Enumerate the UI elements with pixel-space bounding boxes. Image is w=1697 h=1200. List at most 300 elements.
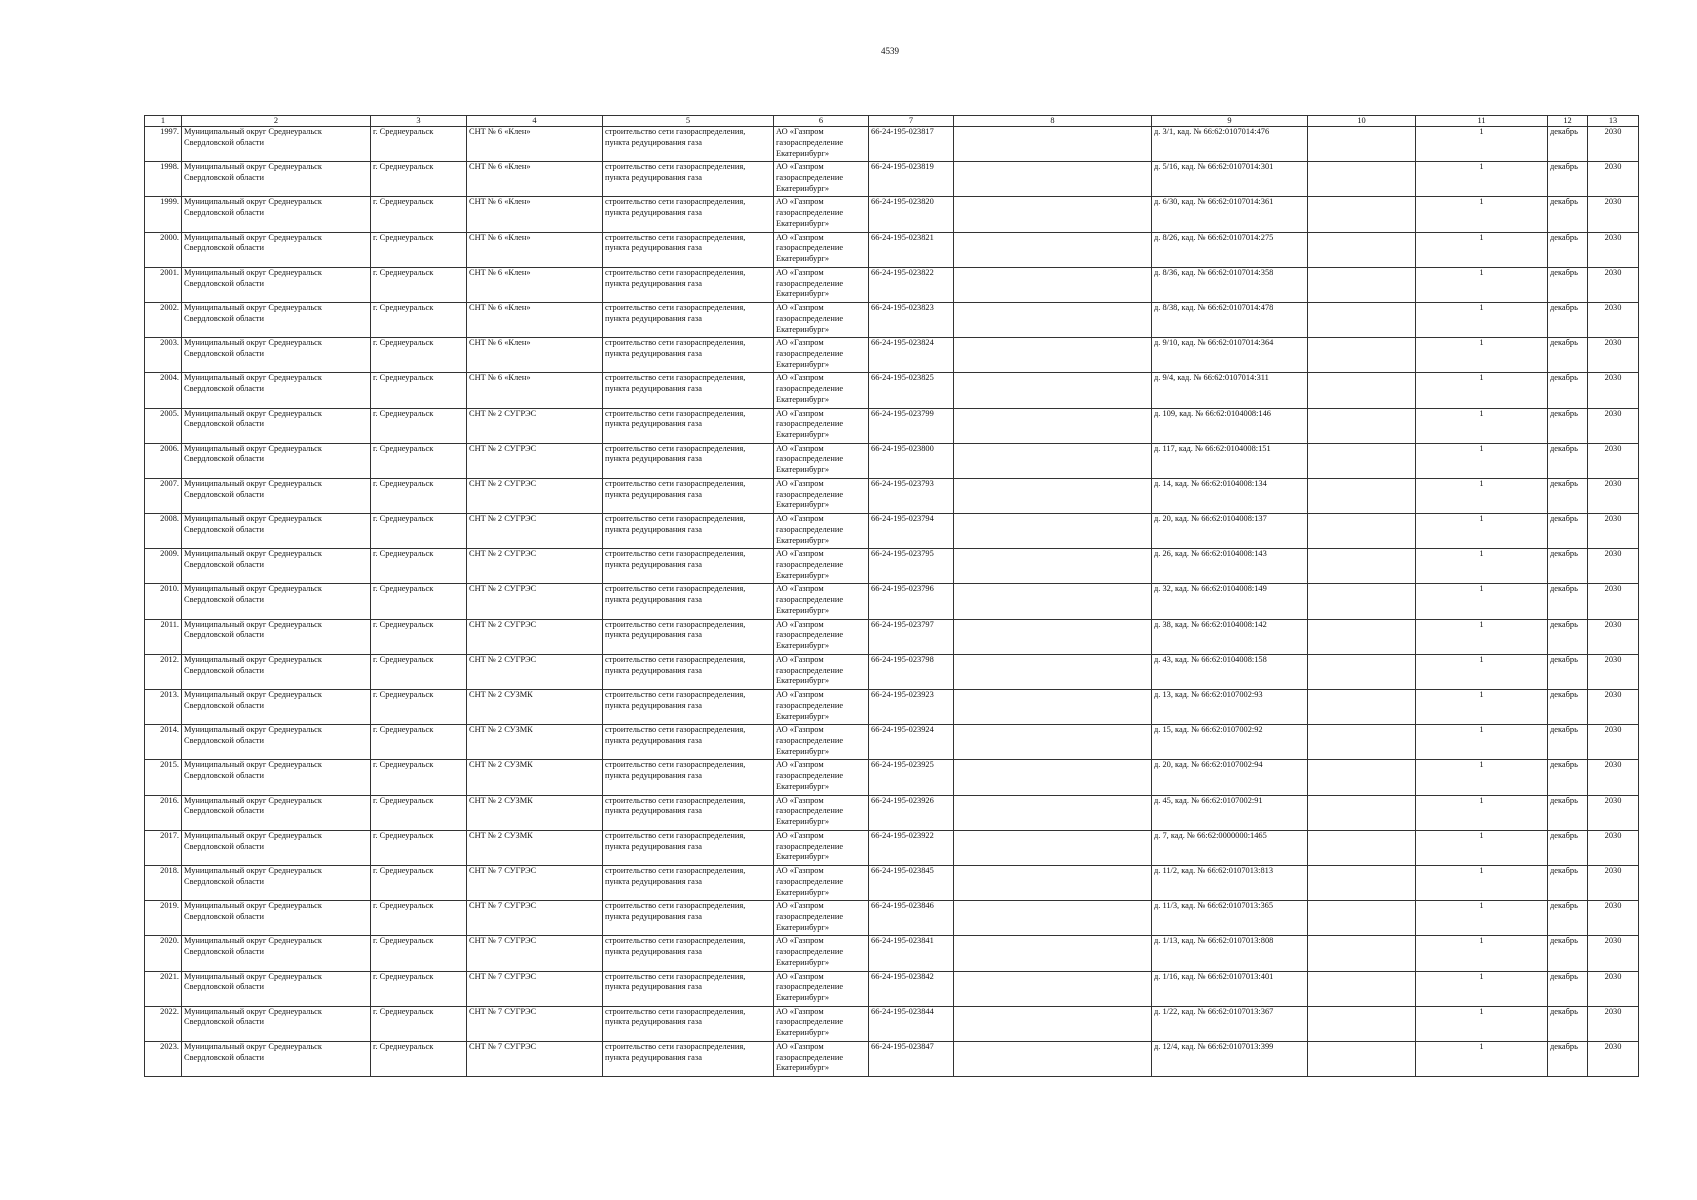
object-cell: СНТ № 2 СУГРЭС bbox=[467, 408, 603, 443]
district-cell: Муниципальный округ Среднеуральск Свердловской области bbox=[182, 936, 371, 971]
organization-cell: АО «Газпром газораспределение Екатеринбург» bbox=[774, 830, 869, 865]
organization-cell: АО «Газпром газораспределение Екатеринбург» bbox=[774, 127, 869, 162]
district-cell: Муниципальный округ Среднеуральск Свердловской области bbox=[182, 232, 371, 267]
year-cell: 2030 bbox=[1588, 760, 1639, 795]
row-number: 1998. bbox=[145, 162, 182, 197]
quantity-cell: 1 bbox=[1416, 478, 1548, 513]
work-description-cell: строительство сети газораспределения, пункта редуцирования газа bbox=[603, 127, 774, 162]
month-cell: декабрь bbox=[1548, 584, 1588, 619]
column-8-cell bbox=[954, 338, 1152, 373]
work-description-cell: строительство сети газораспределения, пункта редуцирования газа bbox=[603, 373, 774, 408]
registry-code-cell: 66-24-195-023798 bbox=[869, 654, 954, 689]
row-number: 2005. bbox=[145, 408, 182, 443]
district-cell: Муниципальный округ Среднеуральск Свердловской области bbox=[182, 478, 371, 513]
organization-cell: АО «Газпром газораспределение Екатеринбург» bbox=[774, 162, 869, 197]
table-row bbox=[145, 373, 1639, 408]
district-cell: Муниципальный округ Среднеуральск Свердловской области bbox=[182, 549, 371, 584]
year-cell: 2030 bbox=[1588, 162, 1639, 197]
column-8-cell bbox=[954, 267, 1152, 302]
work-description-cell: строительство сети газораспределения, пункта редуцирования газа bbox=[603, 690, 774, 725]
table-body bbox=[145, 127, 1639, 1077]
quantity-cell: 1 bbox=[1416, 830, 1548, 865]
column-8-cell bbox=[954, 1041, 1152, 1076]
object-cell: СНТ № 2 СУГРЭС bbox=[467, 514, 603, 549]
table-row bbox=[145, 760, 1639, 795]
year-cell: 2030 bbox=[1588, 654, 1639, 689]
table-row bbox=[145, 338, 1639, 373]
registry-code-cell: 66-24-195-023799 bbox=[869, 408, 954, 443]
page-number: 4539 bbox=[881, 46, 899, 56]
column-8-cell bbox=[954, 1006, 1152, 1041]
month-cell: декабрь bbox=[1548, 936, 1588, 971]
column-header: 10 bbox=[1308, 116, 1416, 127]
district-cell: Муниципальный округ Среднеуральск Свердловской области bbox=[182, 302, 371, 337]
column-8-cell bbox=[954, 162, 1152, 197]
city-cell: г. Среднеуральск bbox=[371, 549, 467, 584]
address-cell: д. 38, кад. № 66:62:0104008:142 bbox=[1152, 619, 1308, 654]
year-cell: 2030 bbox=[1588, 232, 1639, 267]
work-description-cell: строительство сети газораспределения, пункта редуцирования газа bbox=[603, 795, 774, 830]
table-row bbox=[145, 795, 1639, 830]
work-description-cell: строительство сети газораспределения, пункта редуцирования газа bbox=[603, 1041, 774, 1076]
organization-cell: АО «Газпром газораспределение Екатеринбург» bbox=[774, 690, 869, 725]
column-8-cell bbox=[954, 373, 1152, 408]
column-header: 11 bbox=[1416, 116, 1548, 127]
object-cell: СНТ № 2 СУЗМК bbox=[467, 690, 603, 725]
registry-code-cell: 66-24-195-023793 bbox=[869, 478, 954, 513]
registry-code-cell: 66-24-195-023842 bbox=[869, 971, 954, 1006]
column-8-cell bbox=[954, 478, 1152, 513]
city-cell: г. Среднеуральск bbox=[371, 1006, 467, 1041]
organization-cell: АО «Газпром газораспределение Екатеринбург» bbox=[774, 760, 869, 795]
organization-cell: АО «Газпром газораспределение Екатеринбург» bbox=[774, 514, 869, 549]
registry-code-cell: 66-24-195-023797 bbox=[869, 619, 954, 654]
organization-cell: АО «Газпром газораспределение Екатеринбург» bbox=[774, 865, 869, 900]
month-cell: декабрь bbox=[1548, 162, 1588, 197]
object-cell: СНТ № 6 «Клен» bbox=[467, 232, 603, 267]
column-10-cell bbox=[1308, 549, 1416, 584]
work-description-cell: строительство сети газораспределения, пункта редуцирования газа bbox=[603, 267, 774, 302]
month-cell: декабрь bbox=[1548, 549, 1588, 584]
row-number: 2003. bbox=[145, 338, 182, 373]
month-cell: декабрь bbox=[1548, 690, 1588, 725]
registry-code-cell: 66-24-195-023800 bbox=[869, 443, 954, 478]
object-cell: СНТ № 6 «Клен» bbox=[467, 127, 603, 162]
work-description-cell: строительство сети газораспределения, пункта редуцирования газа bbox=[603, 302, 774, 337]
quantity-cell: 1 bbox=[1416, 654, 1548, 689]
year-cell: 2030 bbox=[1588, 443, 1639, 478]
quantity-cell: 1 bbox=[1416, 1006, 1548, 1041]
work-description-cell: строительство сети газораспределения, пункта редуцирования газа bbox=[603, 654, 774, 689]
organization-cell: АО «Газпром газораспределение Екатеринбург» bbox=[774, 302, 869, 337]
table-row bbox=[145, 619, 1639, 654]
address-cell: д. 20, кад. № 66:62:0107002:94 bbox=[1152, 760, 1308, 795]
column-8-cell bbox=[954, 654, 1152, 689]
organization-cell: АО «Газпром газораспределение Екатеринбург» bbox=[774, 197, 869, 232]
month-cell: декабрь bbox=[1548, 725, 1588, 760]
row-number: 2000. bbox=[145, 232, 182, 267]
address-cell: д. 8/36, кад. № 66:62:0107014:358 bbox=[1152, 267, 1308, 302]
quantity-cell: 1 bbox=[1416, 725, 1548, 760]
registry-code-cell: 66-24-195-023846 bbox=[869, 901, 954, 936]
month-cell: декабрь bbox=[1548, 127, 1588, 162]
district-cell: Муниципальный округ Среднеуральск Свердловской области bbox=[182, 865, 371, 900]
district-cell: Муниципальный округ Среднеуральск Свердловской области bbox=[182, 338, 371, 373]
address-cell: д. 12/4, кад. № 66:62:0107013:399 bbox=[1152, 1041, 1308, 1076]
table-row bbox=[145, 725, 1639, 760]
year-cell: 2030 bbox=[1588, 619, 1639, 654]
organization-cell: АО «Газпром газораспределение Екатеринбург» bbox=[774, 373, 869, 408]
column-10-cell bbox=[1308, 901, 1416, 936]
object-cell: СНТ № 2 СУЗМК bbox=[467, 760, 603, 795]
column-header: 6 bbox=[774, 116, 869, 127]
registry-code-cell: 66-24-195-023794 bbox=[869, 514, 954, 549]
table-row bbox=[145, 690, 1639, 725]
organization-cell: АО «Газпром газораспределение Екатеринбург» bbox=[774, 1041, 869, 1076]
city-cell: г. Среднеуральск bbox=[371, 690, 467, 725]
city-cell: г. Среднеуральск bbox=[371, 267, 467, 302]
object-cell: СНТ № 7 СУГРЭС bbox=[467, 901, 603, 936]
city-cell: г. Среднеуральск bbox=[371, 338, 467, 373]
address-cell: д. 117, кад. № 66:62:0104008:151 bbox=[1152, 443, 1308, 478]
work-description-cell: строительство сети газораспределения, пункта редуцирования газа bbox=[603, 197, 774, 232]
column-10-cell bbox=[1308, 654, 1416, 689]
row-number: 2013. bbox=[145, 690, 182, 725]
row-number: 2018. bbox=[145, 865, 182, 900]
month-cell: декабрь bbox=[1548, 302, 1588, 337]
object-cell: СНТ № 2 СУЗМК bbox=[467, 795, 603, 830]
column-10-cell bbox=[1308, 1006, 1416, 1041]
month-cell: декабрь bbox=[1548, 197, 1588, 232]
city-cell: г. Среднеуральск bbox=[371, 725, 467, 760]
registry-code-cell: 66-24-195-023841 bbox=[869, 936, 954, 971]
quantity-cell: 1 bbox=[1416, 443, 1548, 478]
column-8-cell bbox=[954, 830, 1152, 865]
row-number: 2016. bbox=[145, 795, 182, 830]
year-cell: 2030 bbox=[1588, 478, 1639, 513]
registry-code-cell: 66-24-195-023845 bbox=[869, 865, 954, 900]
column-header: 2 bbox=[182, 116, 371, 127]
registry-code-cell: 66-24-195-023796 bbox=[869, 584, 954, 619]
year-cell: 2030 bbox=[1588, 901, 1639, 936]
column-10-cell bbox=[1308, 936, 1416, 971]
district-cell: Муниципальный округ Среднеуральск Свердловской области bbox=[182, 654, 371, 689]
column-10-cell bbox=[1308, 267, 1416, 302]
organization-cell: АО «Газпром газораспределение Екатеринбург» bbox=[774, 725, 869, 760]
work-description-cell: строительство сети газораспределения, пункта редуцирования газа bbox=[603, 232, 774, 267]
table-row bbox=[145, 162, 1639, 197]
row-number: 2012. bbox=[145, 654, 182, 689]
organization-cell: АО «Газпром газораспределение Екатеринбург» bbox=[774, 901, 869, 936]
city-cell: г. Среднеуральск bbox=[371, 971, 467, 1006]
organization-cell: АО «Газпром газораспределение Екатеринбург» bbox=[774, 338, 869, 373]
year-cell: 2030 bbox=[1588, 127, 1639, 162]
column-8-cell bbox=[954, 197, 1152, 232]
quantity-cell: 1 bbox=[1416, 197, 1548, 232]
month-cell: декабрь bbox=[1548, 971, 1588, 1006]
month-cell: декабрь bbox=[1548, 865, 1588, 900]
table-row bbox=[145, 901, 1639, 936]
quantity-cell: 1 bbox=[1416, 971, 1548, 1006]
year-cell: 2030 bbox=[1588, 830, 1639, 865]
column-10-cell bbox=[1308, 795, 1416, 830]
address-cell: д. 7, кад. № 66:62:0000000:1465 bbox=[1152, 830, 1308, 865]
address-cell: д. 43, кад. № 66:62:0104008:158 bbox=[1152, 654, 1308, 689]
district-cell: Муниципальный округ Среднеуральск Свердловской области bbox=[182, 408, 371, 443]
quantity-cell: 1 bbox=[1416, 619, 1548, 654]
address-cell: д. 11/3, кад. № 66:62:0107013:365 bbox=[1152, 901, 1308, 936]
row-number: 2004. bbox=[145, 373, 182, 408]
table-row bbox=[145, 654, 1639, 689]
row-number: 1999. bbox=[145, 197, 182, 232]
city-cell: г. Среднеуральск bbox=[371, 302, 467, 337]
column-10-cell bbox=[1308, 338, 1416, 373]
year-cell: 2030 bbox=[1588, 971, 1639, 1006]
district-cell: Муниципальный округ Среднеуральск Свердловской области bbox=[182, 1006, 371, 1041]
city-cell: г. Среднеуральск bbox=[371, 443, 467, 478]
object-cell: СНТ № 2 СУГРЭС bbox=[467, 478, 603, 513]
month-cell: декабрь bbox=[1548, 443, 1588, 478]
object-cell: СНТ № 6 «Клен» bbox=[467, 338, 603, 373]
city-cell: г. Среднеуральск bbox=[371, 514, 467, 549]
row-number: 2008. bbox=[145, 514, 182, 549]
column-10-cell bbox=[1308, 690, 1416, 725]
column-10-cell bbox=[1308, 760, 1416, 795]
quantity-cell: 1 bbox=[1416, 690, 1548, 725]
table-row bbox=[145, 936, 1639, 971]
work-description-cell: строительство сети газораспределения, пункта редуцирования газа bbox=[603, 408, 774, 443]
month-cell: декабрь bbox=[1548, 373, 1588, 408]
object-cell: СНТ № 2 СУГРЭС bbox=[467, 549, 603, 584]
row-number: 2023. bbox=[145, 1041, 182, 1076]
registry-code-cell: 66-24-195-023795 bbox=[869, 549, 954, 584]
object-cell: СНТ № 2 СУГРЭС bbox=[467, 584, 603, 619]
table-row bbox=[145, 865, 1639, 900]
organization-cell: АО «Газпром газораспределение Екатеринбург» bbox=[774, 549, 869, 584]
work-description-cell: строительство сети газораспределения, пункта редуцирования газа bbox=[603, 514, 774, 549]
year-cell: 2030 bbox=[1588, 1006, 1639, 1041]
city-cell: г. Среднеуральск bbox=[371, 127, 467, 162]
address-cell: д. 6/30, кад. № 66:62:0107014:361 bbox=[1152, 197, 1308, 232]
organization-cell: АО «Газпром газораспределение Екатеринбург» bbox=[774, 478, 869, 513]
work-description-cell: строительство сети газораспределения, пункта редуцирования газа bbox=[603, 971, 774, 1006]
year-cell: 2030 bbox=[1588, 302, 1639, 337]
work-description-cell: строительство сети газораспределения, пункта редуцирования газа bbox=[603, 162, 774, 197]
month-cell: декабрь bbox=[1548, 338, 1588, 373]
organization-cell: АО «Газпром газораспределение Екатеринбург» bbox=[774, 654, 869, 689]
column-header: 7 bbox=[869, 116, 954, 127]
object-cell: СНТ № 6 «Клен» bbox=[467, 302, 603, 337]
registry-code-cell: 66-24-195-023824 bbox=[869, 338, 954, 373]
city-cell: г. Среднеуральск bbox=[371, 830, 467, 865]
column-8-cell bbox=[954, 408, 1152, 443]
district-cell: Муниципальный округ Среднеуральск Свердловской области bbox=[182, 373, 371, 408]
table-row bbox=[145, 1041, 1639, 1076]
registry-code-cell: 66-24-195-023825 bbox=[869, 373, 954, 408]
district-cell: Муниципальный округ Среднеуральск Свердловской области bbox=[182, 162, 371, 197]
address-cell: д. 14, кад. № 66:62:0104008:134 bbox=[1152, 478, 1308, 513]
quantity-cell: 1 bbox=[1416, 127, 1548, 162]
column-header: 1 bbox=[145, 116, 182, 127]
quantity-cell: 1 bbox=[1416, 162, 1548, 197]
column-10-cell bbox=[1308, 584, 1416, 619]
column-8-cell bbox=[954, 865, 1152, 900]
registry-code-cell: 66-24-195-023823 bbox=[869, 302, 954, 337]
object-cell: СНТ № 7 СУГРЭС bbox=[467, 936, 603, 971]
district-cell: Муниципальный округ Среднеуральск Свердловской области bbox=[182, 725, 371, 760]
district-cell: Муниципальный округ Среднеуральск Свердловской области bbox=[182, 795, 371, 830]
object-cell: СНТ № 2 СУГРЭС bbox=[467, 443, 603, 478]
column-10-cell bbox=[1308, 443, 1416, 478]
quantity-cell: 1 bbox=[1416, 302, 1548, 337]
district-cell: Муниципальный округ Среднеуральск Свердловской области bbox=[182, 760, 371, 795]
column-8-cell bbox=[954, 619, 1152, 654]
month-cell: декабрь bbox=[1548, 267, 1588, 302]
address-cell: д. 20, кад. № 66:62:0104008:137 bbox=[1152, 514, 1308, 549]
year-cell: 2030 bbox=[1588, 725, 1639, 760]
column-10-cell bbox=[1308, 197, 1416, 232]
year-cell: 2030 bbox=[1588, 373, 1639, 408]
table-row bbox=[145, 443, 1639, 478]
address-cell: д. 15, кад. № 66:62:0107002:92 bbox=[1152, 725, 1308, 760]
table-row bbox=[145, 514, 1639, 549]
address-cell: д. 1/13, кад. № 66:62:0107013:808 bbox=[1152, 936, 1308, 971]
column-8-cell bbox=[954, 127, 1152, 162]
year-cell: 2030 bbox=[1588, 408, 1639, 443]
table-row bbox=[145, 127, 1639, 162]
row-number: 2020. bbox=[145, 936, 182, 971]
column-10-cell bbox=[1308, 830, 1416, 865]
quantity-cell: 1 bbox=[1416, 232, 1548, 267]
registry-code-cell: 66-24-195-023844 bbox=[869, 1006, 954, 1041]
district-cell: Муниципальный округ Среднеуральск Свердловской области bbox=[182, 127, 371, 162]
table-row bbox=[145, 408, 1639, 443]
column-header: 12 bbox=[1548, 116, 1588, 127]
quantity-cell: 1 bbox=[1416, 514, 1548, 549]
work-description-cell: строительство сети газораспределения, пункта редуцирования газа bbox=[603, 760, 774, 795]
work-description-cell: строительство сети газораспределения, пункта редуцирования газа bbox=[603, 338, 774, 373]
district-cell: Муниципальный округ Среднеуральск Свердловской области bbox=[182, 584, 371, 619]
column-header: 5 bbox=[603, 116, 774, 127]
work-description-cell: строительство сети газораспределения, пункта редуцирования газа bbox=[603, 1006, 774, 1041]
registry-code-cell: 66-24-195-023922 bbox=[869, 830, 954, 865]
address-cell: д. 45, кад. № 66:62:0107002:91 bbox=[1152, 795, 1308, 830]
quantity-cell: 1 bbox=[1416, 373, 1548, 408]
year-cell: 2030 bbox=[1588, 865, 1639, 900]
month-cell: декабрь bbox=[1548, 654, 1588, 689]
address-cell: д. 11/2, кад. № 66:62:0107013:813 bbox=[1152, 865, 1308, 900]
register-table bbox=[144, 115, 1639, 1077]
registry-code-cell: 66-24-195-023817 bbox=[869, 127, 954, 162]
table-row bbox=[145, 971, 1639, 1006]
registry-code-cell: 66-24-195-023924 bbox=[869, 725, 954, 760]
work-description-cell: строительство сети газораспределения, пункта редуцирования газа bbox=[603, 619, 774, 654]
city-cell: г. Среднеуральск bbox=[371, 232, 467, 267]
month-cell: декабрь bbox=[1548, 478, 1588, 513]
column-header: 8 bbox=[954, 116, 1152, 127]
row-number: 2022. bbox=[145, 1006, 182, 1041]
city-cell: г. Среднеуральск bbox=[371, 373, 467, 408]
object-cell: СНТ № 2 СУГРЭС bbox=[467, 654, 603, 689]
city-cell: г. Среднеуральск bbox=[371, 795, 467, 830]
city-cell: г. Среднеуральск bbox=[371, 654, 467, 689]
row-number: 2015. bbox=[145, 760, 182, 795]
column-8-cell bbox=[954, 232, 1152, 267]
quantity-cell: 1 bbox=[1416, 549, 1548, 584]
organization-cell: АО «Газпром газораспределение Екатеринбург» bbox=[774, 232, 869, 267]
column-header: 3 bbox=[371, 116, 467, 127]
year-cell: 2030 bbox=[1588, 1041, 1639, 1076]
registry-code-cell: 66-24-195-023819 bbox=[869, 162, 954, 197]
address-cell: д. 9/4, кад. № 66:62:0107014:311 bbox=[1152, 373, 1308, 408]
column-10-cell bbox=[1308, 302, 1416, 337]
year-cell: 2030 bbox=[1588, 514, 1639, 549]
organization-cell: АО «Газпром газораспределение Екатеринбург» bbox=[774, 971, 869, 1006]
column-8-cell bbox=[954, 690, 1152, 725]
registry-code-cell: 66-24-195-023847 bbox=[869, 1041, 954, 1076]
address-cell: д. 1/16, кад. № 66:62:0107013:401 bbox=[1152, 971, 1308, 1006]
column-10-cell bbox=[1308, 619, 1416, 654]
row-number: 2010. bbox=[145, 584, 182, 619]
table-row bbox=[145, 232, 1639, 267]
city-cell: г. Среднеуральск bbox=[371, 619, 467, 654]
address-cell: д. 9/10, кад. № 66:62:0107014:364 bbox=[1152, 338, 1308, 373]
address-cell: д. 5/16, кад. № 66:62:0107014:301 bbox=[1152, 162, 1308, 197]
table-row bbox=[145, 584, 1639, 619]
column-header: 9 bbox=[1152, 116, 1308, 127]
month-cell: декабрь bbox=[1548, 408, 1588, 443]
year-cell: 2030 bbox=[1588, 584, 1639, 619]
row-number: 2014. bbox=[145, 725, 182, 760]
work-description-cell: строительство сети газораспределения, пункта редуцирования газа bbox=[603, 830, 774, 865]
object-cell: СНТ № 6 «Клен» bbox=[467, 162, 603, 197]
object-cell: СНТ № 2 СУЗМК bbox=[467, 830, 603, 865]
row-number: 1997. bbox=[145, 127, 182, 162]
registry-code-cell: 66-24-195-023923 bbox=[869, 690, 954, 725]
month-cell: декабрь bbox=[1548, 514, 1588, 549]
column-10-cell bbox=[1308, 725, 1416, 760]
district-cell: Муниципальный округ Среднеуральск Свердловской области bbox=[182, 690, 371, 725]
city-cell: г. Среднеуральск bbox=[371, 865, 467, 900]
column-10-cell bbox=[1308, 514, 1416, 549]
column-number-row bbox=[145, 116, 1639, 127]
quantity-cell: 1 bbox=[1416, 1041, 1548, 1076]
column-8-cell bbox=[954, 901, 1152, 936]
column-8-cell bbox=[954, 549, 1152, 584]
month-cell: декабрь bbox=[1548, 619, 1588, 654]
organization-cell: АО «Газпром газораспределение Екатеринбург» bbox=[774, 584, 869, 619]
column-8-cell bbox=[954, 584, 1152, 619]
address-cell: д. 13, кад. № 66:62:0107002:93 bbox=[1152, 690, 1308, 725]
address-cell: д. 8/26, кад. № 66:62:0107014:275 bbox=[1152, 232, 1308, 267]
work-description-cell: строительство сети газораспределения, пункта редуцирования газа bbox=[603, 549, 774, 584]
column-10-cell bbox=[1308, 127, 1416, 162]
organization-cell: АО «Газпром газораспределение Екатеринбург» bbox=[774, 443, 869, 478]
column-10-cell bbox=[1308, 373, 1416, 408]
district-cell: Муниципальный округ Среднеуральск Свердловской области bbox=[182, 619, 371, 654]
address-cell: д. 26, кад. № 66:62:0104008:143 bbox=[1152, 549, 1308, 584]
object-cell: СНТ № 7 СУГРЭС bbox=[467, 1006, 603, 1041]
month-cell: декабрь bbox=[1548, 1041, 1588, 1076]
object-cell: СНТ № 2 СУЗМК bbox=[467, 725, 603, 760]
column-10-cell bbox=[1308, 408, 1416, 443]
column-header: 4 bbox=[467, 116, 603, 127]
organization-cell: АО «Газпром газораспределение Екатеринбург» bbox=[774, 408, 869, 443]
column-10-cell bbox=[1308, 865, 1416, 900]
row-number: 2019. bbox=[145, 901, 182, 936]
work-description-cell: строительство сети газораспределения, пункта редуцирования газа bbox=[603, 936, 774, 971]
work-description-cell: строительство сети газораспределения, пункта редуцирования газа bbox=[603, 478, 774, 513]
